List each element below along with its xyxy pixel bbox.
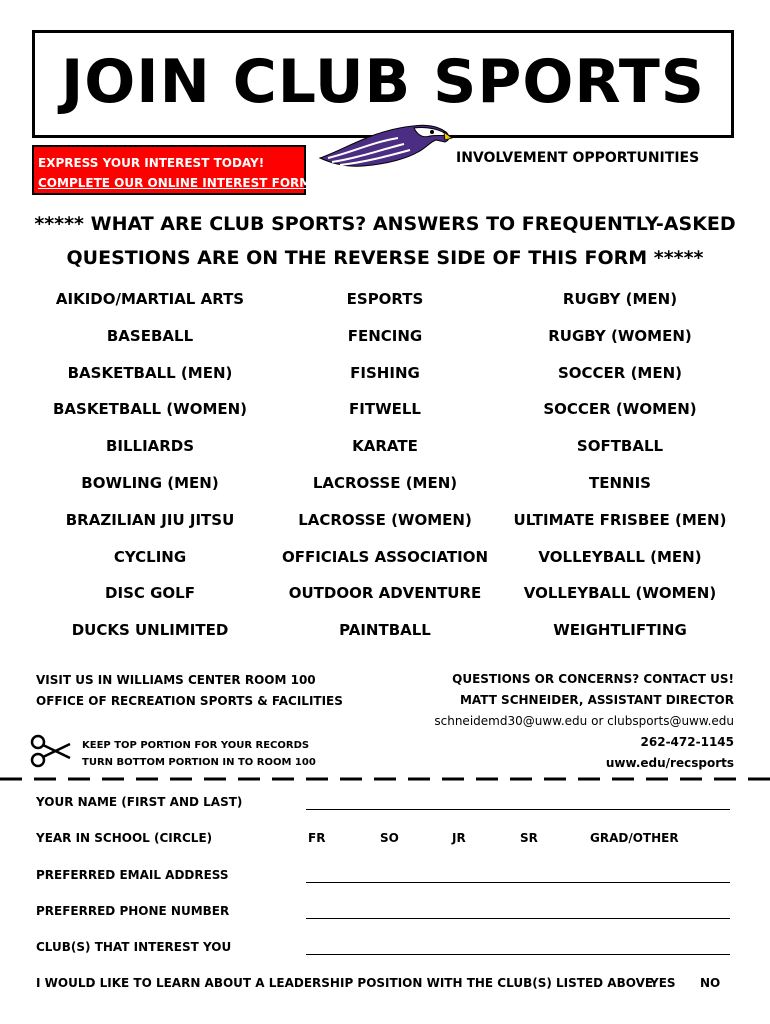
contact-heading: QUESTIONS OR CONCERNS? CONTACT US! [452,672,734,686]
sports-row [30,429,740,466]
office-name: OFFICE OF RECREATION SPORTS & FACILITIES [36,694,343,708]
sport-item: KARATE [352,437,418,456]
visit-location: VISIT US IN WILLIAMS CENTER ROOM 100 [36,673,316,687]
year-option-so[interactable]: SO [380,831,399,845]
sports-list [30,282,740,650]
sports-row [30,319,740,356]
year-option-grad[interactable]: GRAD/OTHER [590,831,679,845]
contact-person: MATT SCHNEIDER, ASSISTANT DIRECTOR [459,693,734,707]
involvement-opportunities: INVOLVEMENT OPPORTUNITIES [456,150,700,166]
sport-item: OFFICIALS ASSOCIATION [281,547,489,566]
year-option-sr[interactable]: SR [520,831,538,845]
sport-item: PAINTBALL [339,621,431,640]
contact-website[interactable]: uww.edu/recsports [605,756,734,770]
sports-row [30,466,740,503]
name-label: YOUR NAME (FIRST AND LAST) [36,795,243,809]
sport-item: BILLIARDS [105,437,195,456]
sports-row [30,613,740,650]
sport-item: AIKIDO/MARTIAL ARTS [55,290,245,308]
visit-info [36,670,343,712]
cut-line [0,777,770,781]
faq-note [0,207,770,275]
interest-form-banner[interactable] [32,145,312,195]
phone-field[interactable] [306,918,730,919]
cut-instructions [82,737,316,771]
leadership-yes-option[interactable]: YES [650,976,676,990]
sport-item: BASKETBALL (WOMEN) [52,400,248,419]
year-option-fr[interactable]: FR [308,831,326,845]
sport-item: FITWELL [349,400,421,419]
contact-phone: 262-472-1145 [640,735,734,749]
online-interest-form-link[interactable]: COMPLETE OUR ONLINE INTEREST FORM [38,176,312,190]
sports-row [30,540,740,577]
sport-item: WEIGHTLIFTING [553,621,687,640]
year-label: YEAR IN SCHOOL (CIRCLE) [36,831,213,845]
sport-item: VOLLEYBALL (MEN) [538,547,702,566]
phone-label: PREFERRED PHONE NUMBER [36,904,230,918]
sport-item: VOLLEYBALL (WOMEN) [523,584,717,603]
sport-item: BASKETBALL (MEN) [67,363,233,382]
contact-info [434,669,734,774]
sport-item: SOCCER (WOMEN) [543,400,697,419]
sports-row [30,576,740,613]
sport-item: TENNIS [589,473,651,492]
sport-item: DUCKS UNLIMITED [71,621,229,640]
faq-line-1: ***** WHAT ARE CLUB SPORTS? ANSWERS TO FREQUENTLY-ASKED [34,213,736,235]
sport-item: LACROSSE (MEN) [312,473,458,492]
contact-email[interactable]: schneidemd30@uww.edu or clubsports@uww.edu [434,714,734,728]
page-title: JOIN CLUB SPORTS [60,47,706,117]
sport-item: RUGBY (WOMEN) [548,326,692,345]
keep-instruction: KEEP TOP PORTION FOR YOUR RECORDS [82,740,310,751]
sport-item: SOCCER (MEN) [557,363,683,382]
scissors-icon [30,734,72,768]
name-field[interactable] [306,809,730,810]
sports-row [30,282,740,319]
sports-row [30,392,740,429]
turn-in-instruction: TURN BOTTOM PORTION IN TO ROOM 100 [82,757,316,768]
sport-item: FENCING [347,326,423,345]
year-option-jr[interactable]: JR [452,831,466,845]
clubs-field[interactable] [306,954,730,955]
sport-item: SOFTBALL [576,437,664,456]
sport-item: FISHING [350,363,420,382]
leadership-label: I WOULD LIKE TO LEARN ABOUT A LEADERSHIP POSITION WITH THE CLUB(S) LISTED ABOVE [36,976,654,990]
faq-line-2: QUESTIONS ARE ON THE REVERSE SIDE OF THIS FORM ***** [66,247,704,269]
email-field[interactable] [306,882,730,883]
sport-item: ULTIMATE FRISBEE (MEN) [513,510,727,529]
sports-row [30,503,740,540]
sport-item: BRAZILIAN JIU JITSU [65,510,235,529]
sport-item: OUTDOOR ADVENTURE [288,584,482,603]
sport-item: BOWLING (MEN) [81,473,219,492]
sport-item: DISC GOLF [105,584,195,603]
sports-row [30,356,740,393]
sport-item: LACROSSE (WOMEN) [298,510,472,529]
email-label: PREFERRED EMAIL ADDRESS [36,868,229,882]
clubs-label: CLUB(S) THAT INTEREST YOU [36,940,232,954]
sport-item: RUGBY (MEN) [562,290,678,308]
warhawk-icon [318,118,453,180]
leadership-no-option[interactable]: NO [700,976,721,990]
express-interest-text: EXPRESS YOUR INTEREST TODAY! [38,156,265,170]
sport-item: BASEBALL [106,326,194,345]
sport-item: ESPORTS [346,290,424,308]
sport-item: CYCLING [113,547,187,566]
